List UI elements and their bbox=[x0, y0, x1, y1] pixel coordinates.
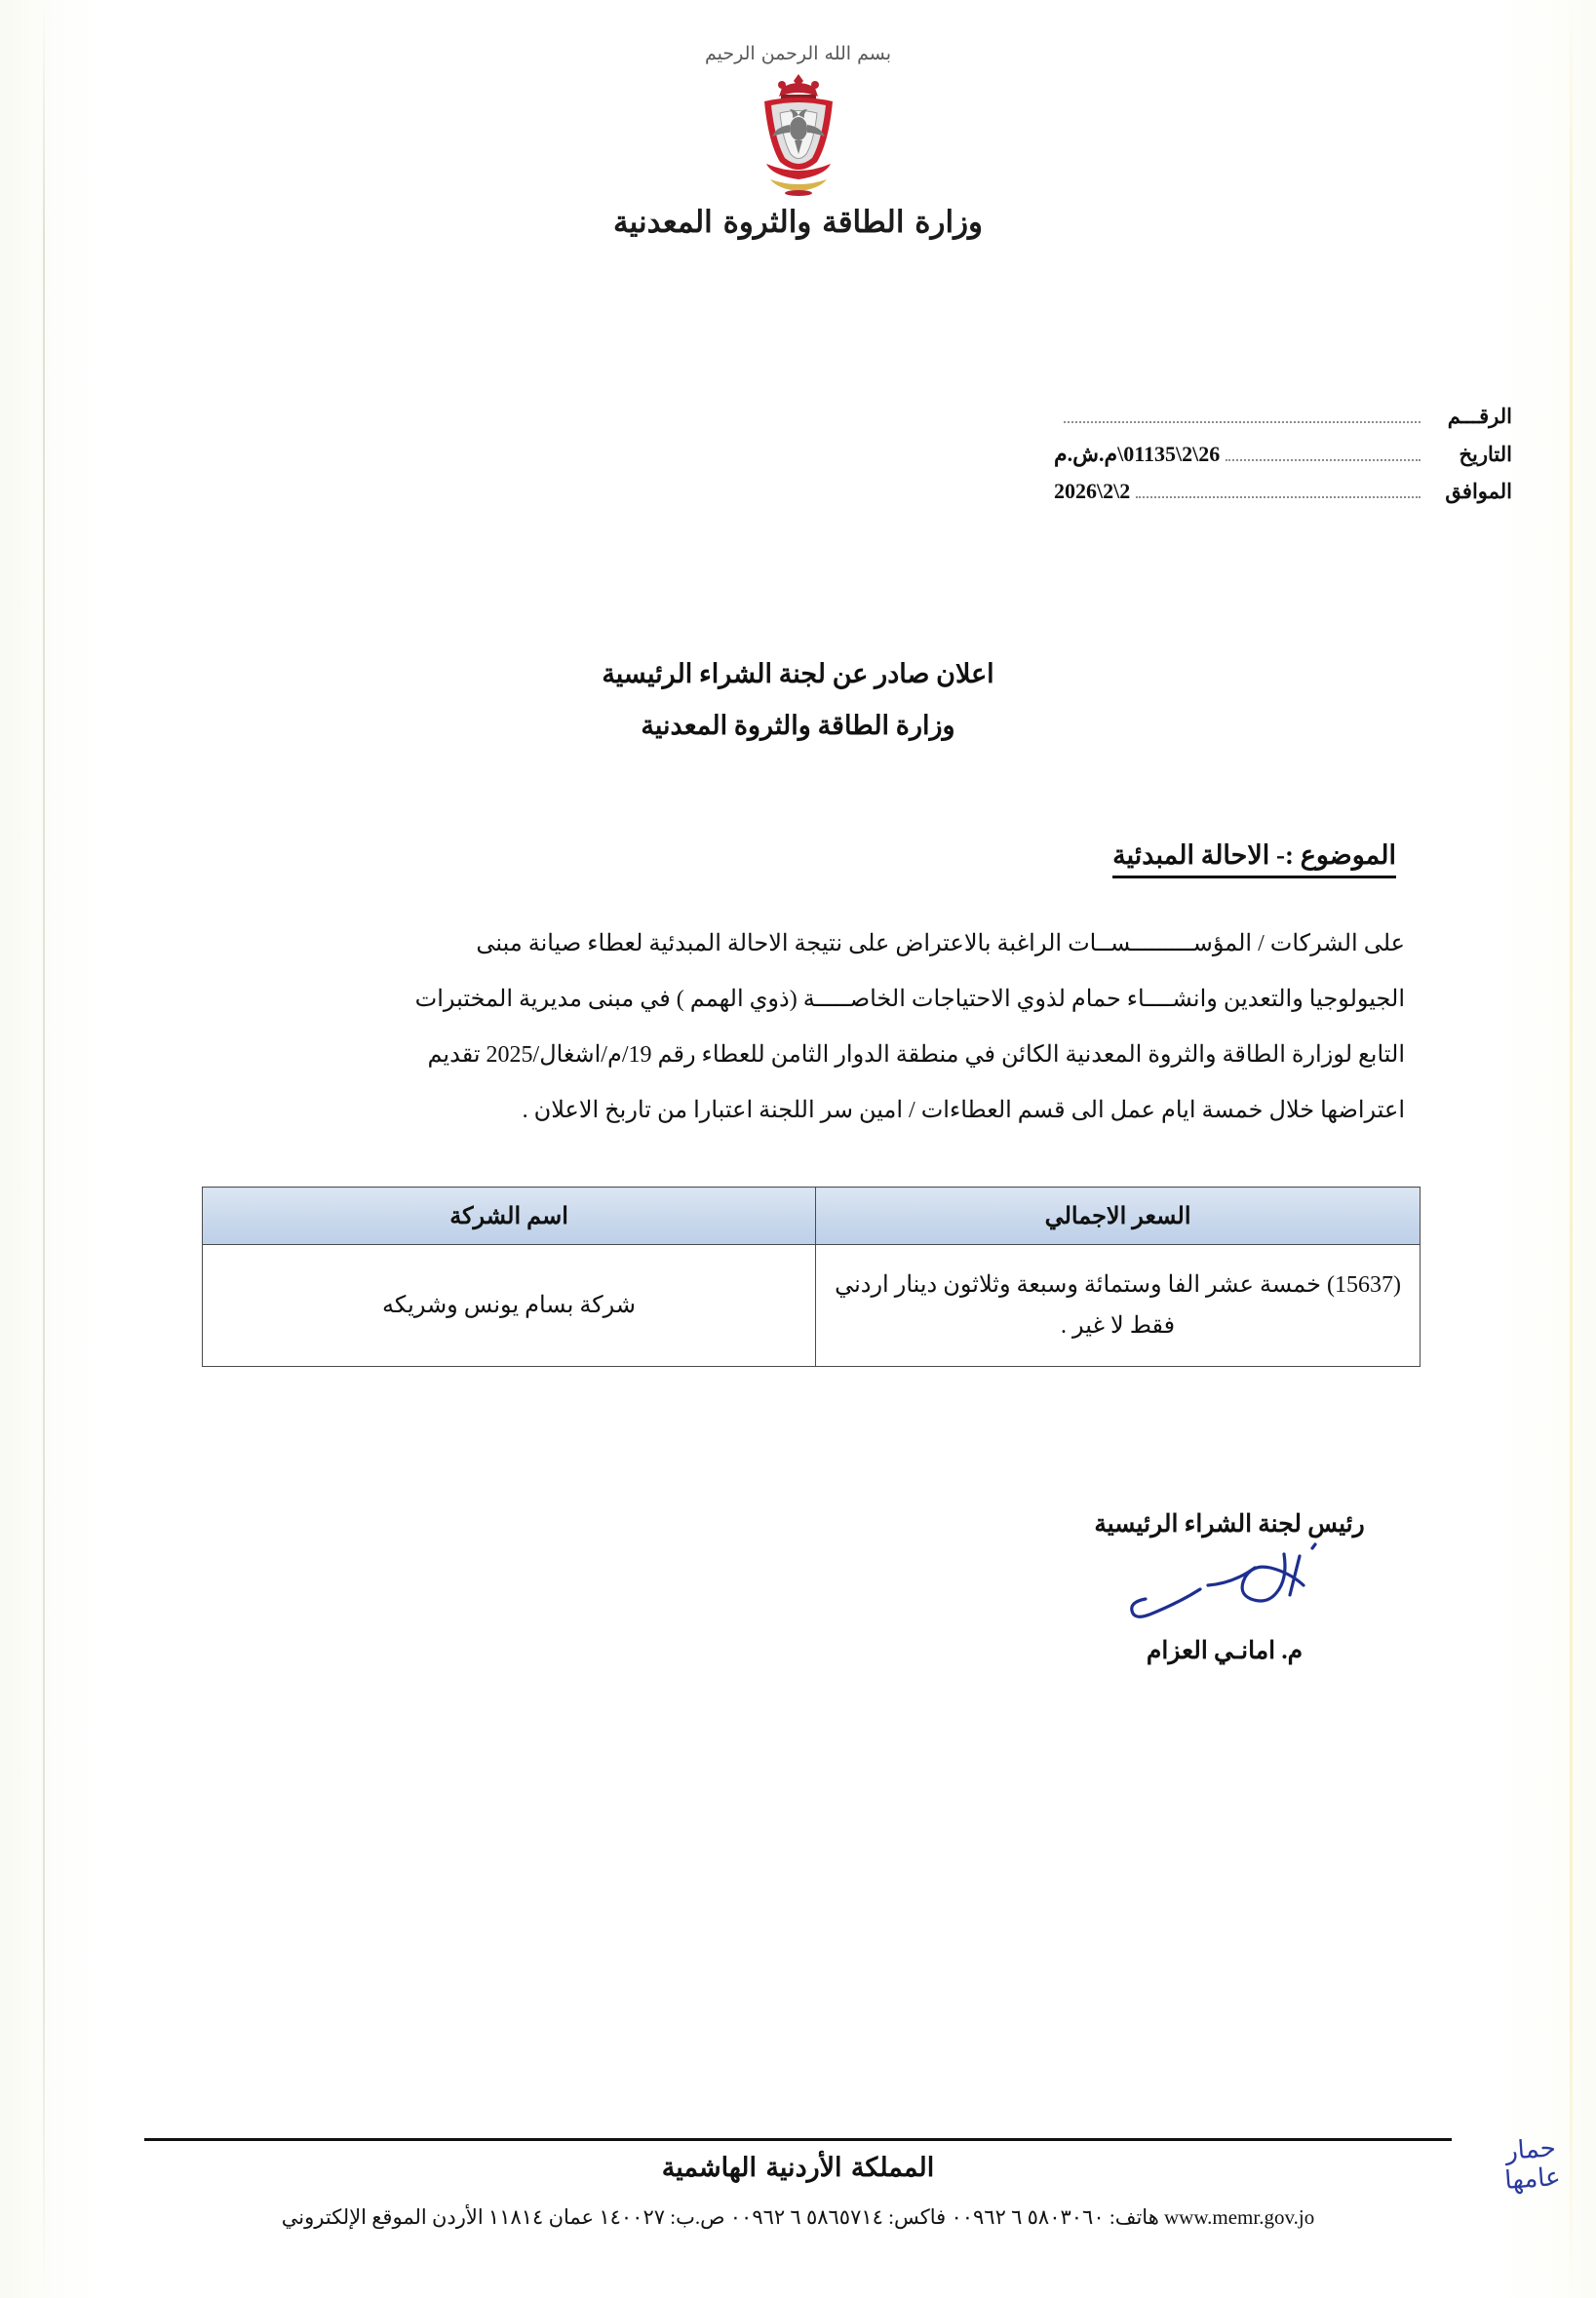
dotted-rule bbox=[1064, 408, 1421, 423]
table-header-price: السعر الاجمالي bbox=[816, 1188, 1421, 1245]
jordan-coat-of-arms-icon bbox=[741, 68, 856, 197]
reference-corresponding-row bbox=[1054, 479, 1512, 516]
signatory-name: م. امانـي العزام bbox=[1146, 1638, 1304, 1664]
reference-number-value bbox=[1054, 422, 1058, 423]
body-paragraphs bbox=[196, 916, 1405, 1139]
announcement-title-block bbox=[0, 659, 1596, 741]
body-line-2: الجيولوجيا والتعدين وانشــــاء حمام لذوي الاحتياجات الخاصـــــة (ذوي الهمم ) في مبنى مديرية المختبرات bbox=[414, 987, 1405, 1012]
reference-date-value: م.ش.م\01135\2\26 bbox=[1054, 442, 1221, 466]
footer-divider bbox=[144, 2138, 1452, 2141]
reference-corresponding-value: 2026\2\2 bbox=[1054, 479, 1131, 503]
reference-date-label: التاريخ bbox=[1459, 443, 1512, 466]
basmala-text: بسم الله الرحمن الرحيم bbox=[705, 43, 891, 64]
reference-date-row bbox=[1054, 442, 1512, 479]
reference-block bbox=[1054, 405, 1512, 516]
footer-contact-details: هاتف: ٥٨٠٣٠٦٠ ٦ ٠٠٩٦٢ فاكس: ٥٨٦٥٧١٤ ٦ ٠٠٩٦٢ ص.ب: ١٤٠٠٢٧ عمان ١١٨١٤ الأردن الموقع الإلكتروني bbox=[281, 2205, 1159, 2229]
body-line-4: اعتراضها خلال خمسة ايام عمل الى قسم العطاءات / امين سر اللجنة اعتبارا من تاربخ الاعلان . bbox=[522, 1098, 1405, 1123]
announcement-title-line2: وزارة الطاقة والثروة المعدنية bbox=[641, 711, 955, 740]
footer-kingdom-title: المملكة الأردنية الهاشمية bbox=[661, 2153, 935, 2183]
dotted-rule bbox=[1226, 446, 1421, 461]
reference-corresponding-label: الموافق bbox=[1445, 480, 1512, 503]
document-header bbox=[0, 43, 1596, 240]
announcement-title-line1: اعلان صادر عن لجنة الشراء الرئيسية bbox=[602, 659, 994, 688]
table-header-row bbox=[203, 1188, 1421, 1245]
margin-handwriting: حمار عامها bbox=[1503, 2133, 1562, 2196]
body-line-1: على الشركات / المؤســـــــــســات الراغبة بالاعتراض على نتيجة الاحالة المبدئية لعطاء صيانة مبنى bbox=[476, 931, 1405, 956]
reference-number-label: الرقـــم bbox=[1447, 405, 1512, 428]
scan-edge-left bbox=[43, 0, 45, 2298]
footer-website[interactable]: www.memr.gov.jo bbox=[1164, 2205, 1315, 2229]
scan-edge-right bbox=[1570, 0, 1573, 2298]
dotted-rule bbox=[1136, 483, 1421, 498]
body-line-3: التابع لوزارة الطاقة والثروة المعدنية الكائن في منطقة الدوار الثامن للعطاء رقم 19/م/اشغال/2025 تقديم bbox=[427, 1042, 1405, 1068]
award-results-table bbox=[202, 1187, 1421, 1367]
reference-number-row bbox=[1054, 405, 1512, 442]
table-cell-company: شركة بسام يونس وشريكه bbox=[203, 1245, 816, 1367]
subject-line: الموضوع :- الاحالة المبدئية bbox=[1112, 840, 1396, 878]
signature-block bbox=[1054, 1509, 1405, 1665]
ministry-title: وزارة الطاقة والثروة المعدنية bbox=[612, 205, 984, 240]
footer-contacts bbox=[0, 2205, 1596, 2230]
signature-title: رئيس لجنة الشراء الرئيسية bbox=[1094, 1511, 1365, 1538]
table-row bbox=[203, 1245, 1421, 1367]
table-header-company: اسم الشركة bbox=[203, 1188, 816, 1245]
handwritten-signature bbox=[1054, 1538, 1405, 1632]
table-cell-price: (15637) خمسة عشر الفا وستمائة وسبعة وثلاثون دينار اردني فقط لا غير . bbox=[816, 1245, 1421, 1367]
